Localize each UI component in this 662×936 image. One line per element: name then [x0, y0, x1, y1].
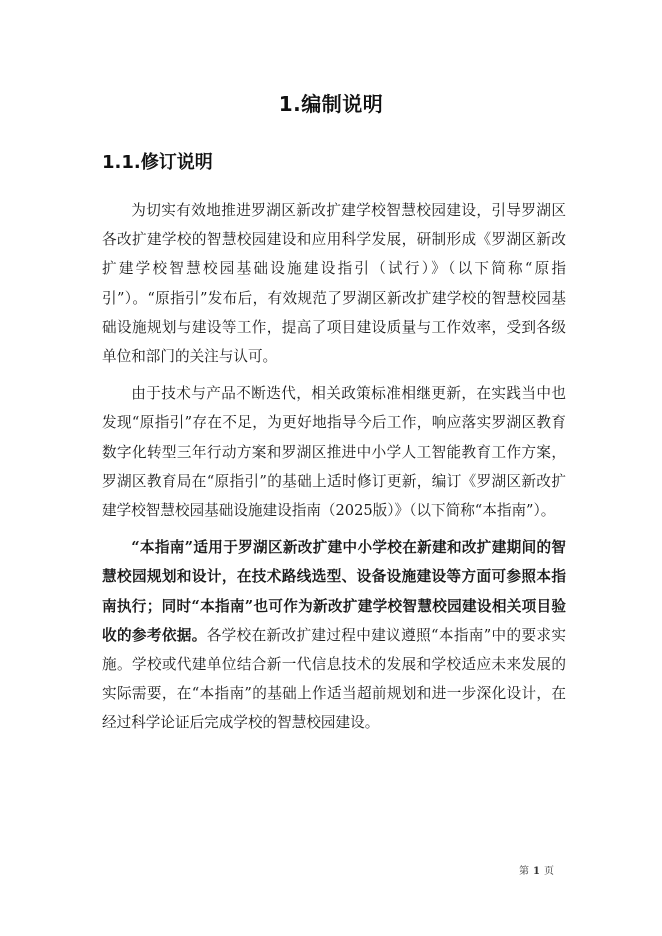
paragraph-2: 由于技术与产品不断迭代，相关政策标准相继更新，在实践当中也发现“原指引”存在不足，为更好地指导今后工作，响应落实罗湖区教育数字化转型三年行动方案和罗湖区推进中小学人工智能教育工作方案，罗湖区教育局在“原指引”的基础上适时修订更新，编订《罗湖区新改扩建学校智慧校园基础设施建设指南（2025版）》（以下简称“本指南”）。 — [102, 385, 566, 520]
page-number — [519, 862, 554, 877]
section-heading: 1.编制说明 — [278, 92, 384, 116]
paragraph-3 — [102, 533, 566, 737]
paragraph-3-bold: “本指南”适用于罗湖区新改扩建中小学校在新建和改扩建期间的智慧校园规划和设计，在技术路线选型、设备设施建设等方面可参照本指南执行；同时“本指南”也可作为新改扩建学校智慧校园建设相关项目验收的参考依据。 — [102, 539, 566, 644]
page-number-prefix: 第 — [519, 866, 530, 877]
page-number-suffix: 页 — [544, 866, 554, 877]
body-text — [102, 196, 566, 746]
subsection-heading: 1.1.修订说明 — [102, 152, 213, 173]
paragraph-1: 为切实有效地推进罗湖区新改扩建学校智慧校园建设，引导罗湖区各改扩建学校的智慧校园建设和应用科学发展，研制形成《罗湖区新改扩建学校智慧校园基础设施建设指引（试行）》（以下简称“原指引”）。“原指引”发布后，有效规范了罗湖区新改扩建学校的智慧校园基础设施规划与建设等工作，提高了项目建设质量与工作效率，受到各级单位和部门的关注与认可。 — [102, 202, 566, 366]
paragraph-3-normal: 各学校在新改扩建过程中建议遵照“本指南”中的要求实施。学校或代建单位结合新一代信息技术的发展和学校适应未来发展的实际需要，在“本指南”的基础上作适当超前规划和进一步深化设计，在经过科学论证后完成学校的智慧校园建设。 — [102, 626, 566, 732]
page-number-value: 1 — [533, 866, 540, 877]
